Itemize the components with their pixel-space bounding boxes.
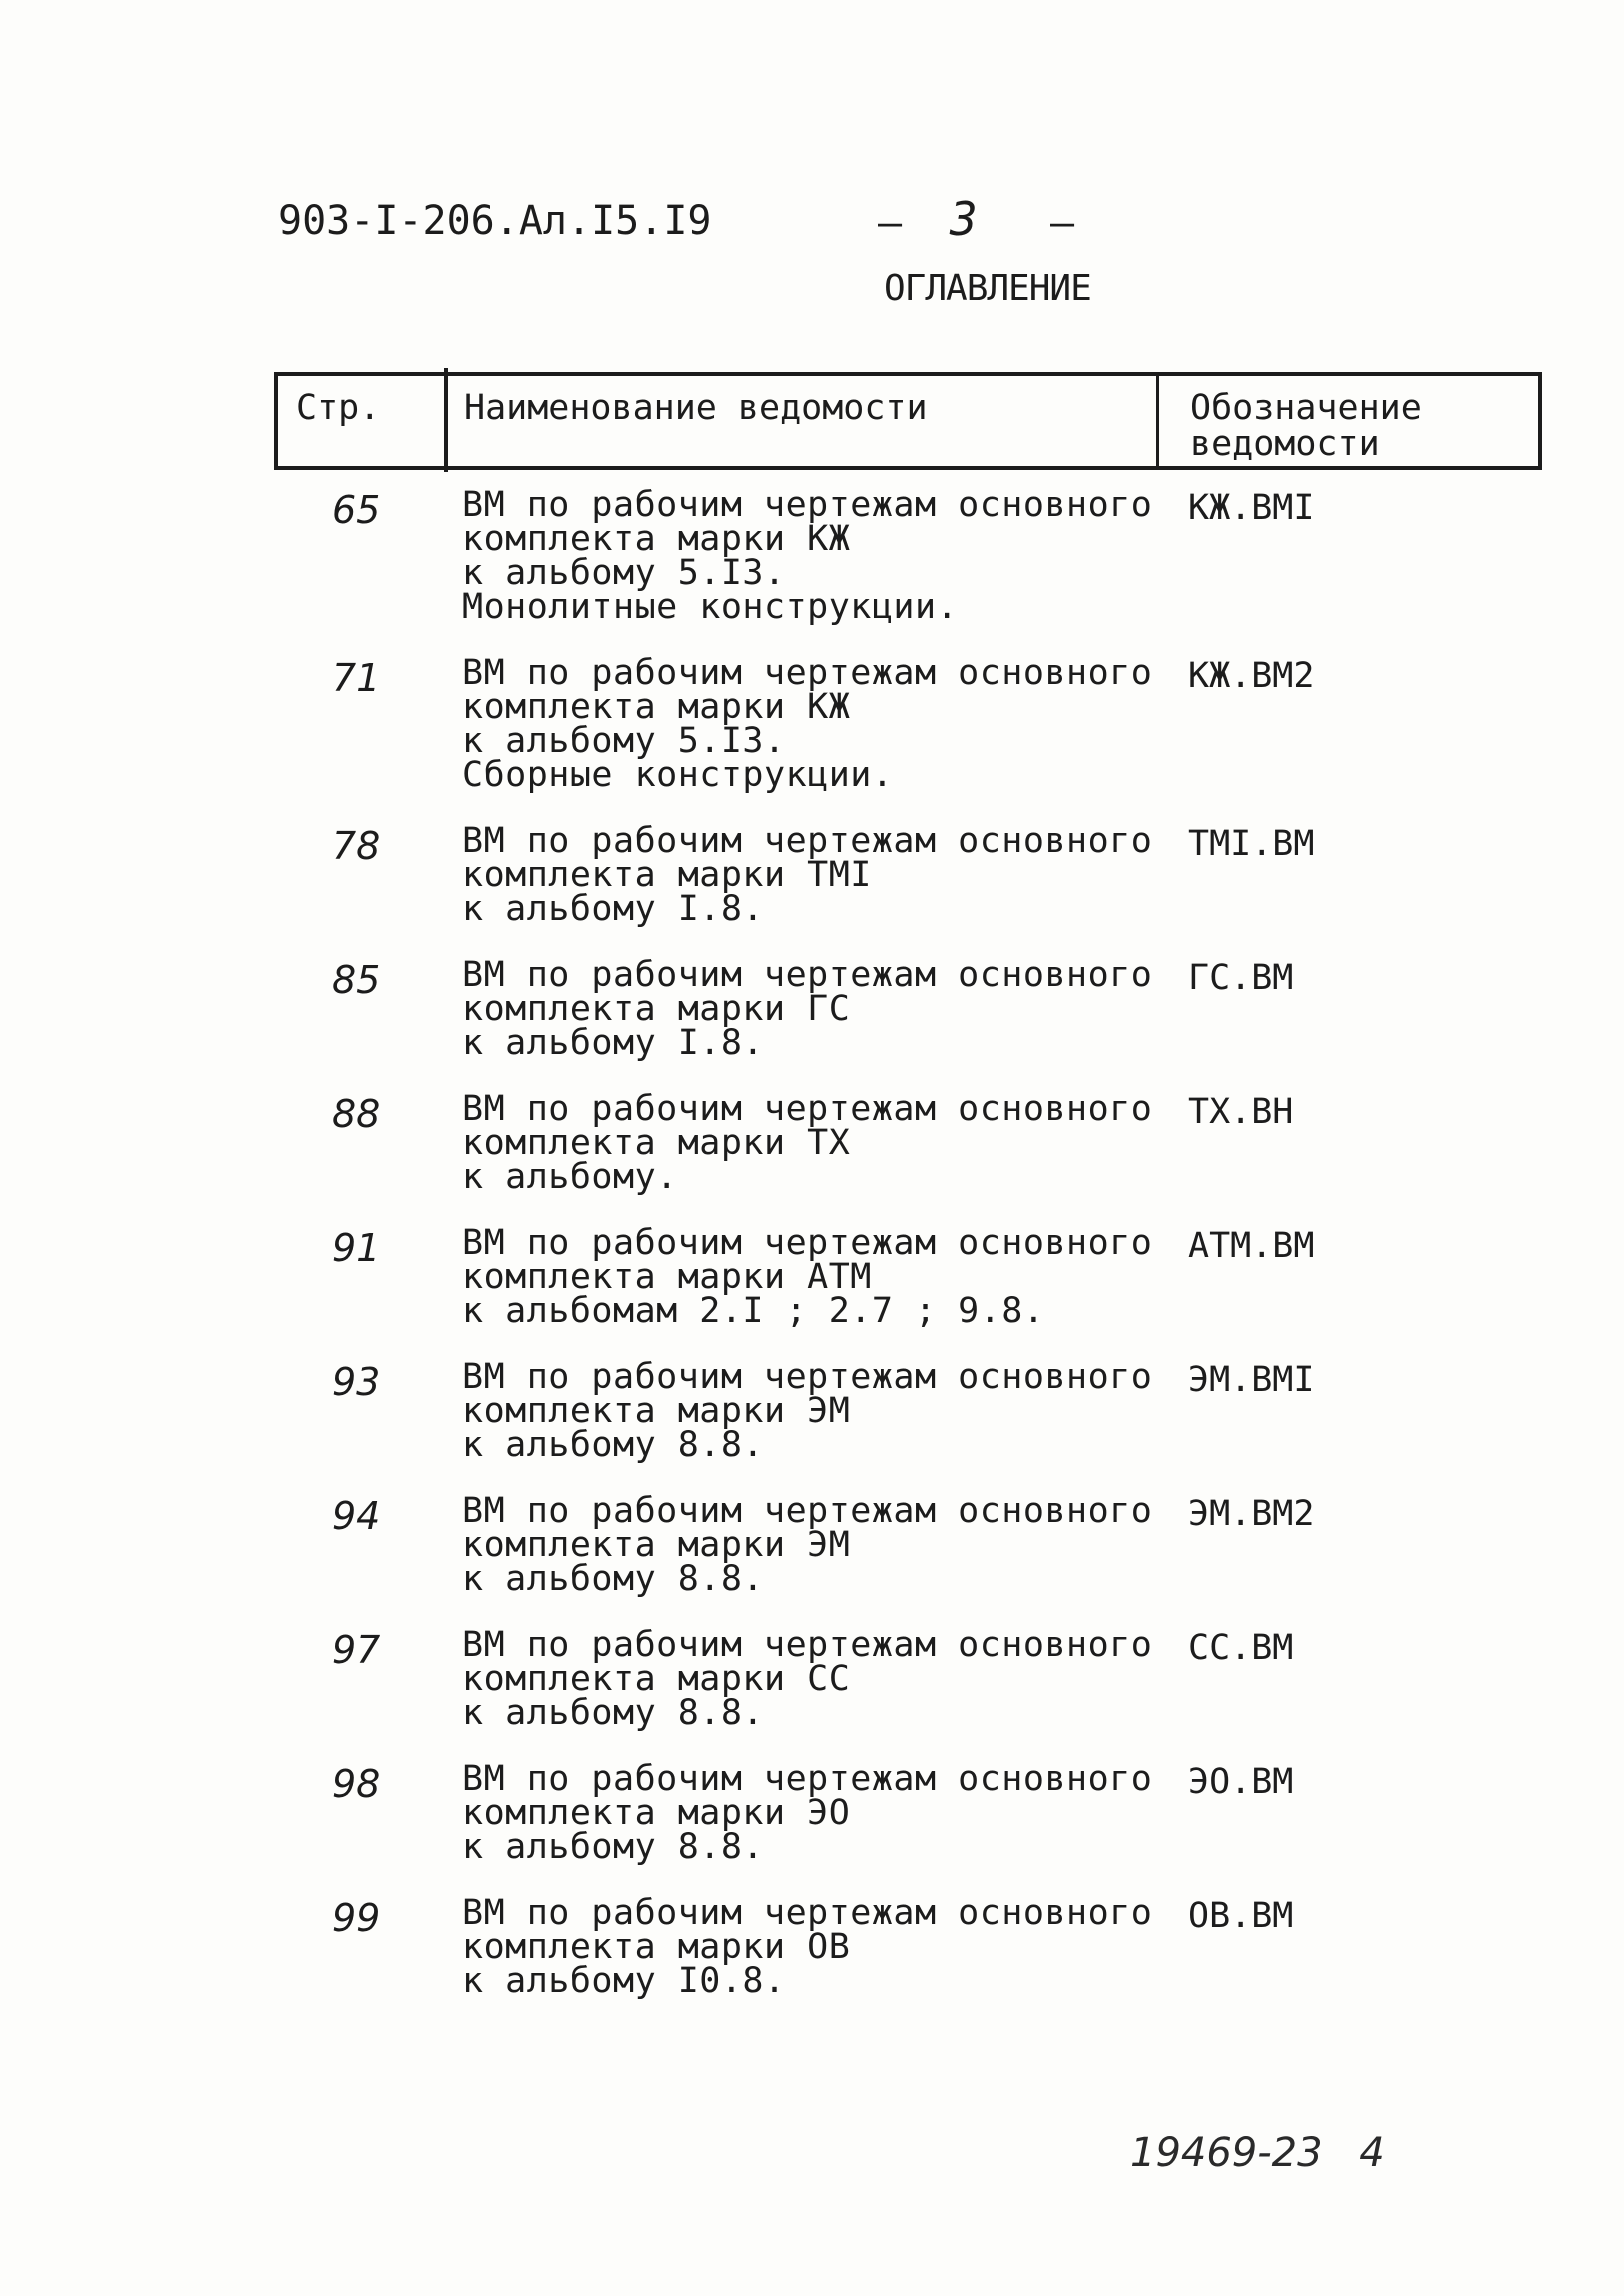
row-name-line: к альбому I.8. (462, 1023, 765, 1063)
row-name-line: ВМ по рабочим чертежам основного (462, 1491, 1153, 1531)
row-name (462, 1223, 1153, 1331)
row-page-number: 65 (332, 488, 381, 532)
row-name-line: комплекта марки ТМI (462, 855, 872, 895)
table-header-bottom-border (274, 466, 1542, 470)
row-name-line: комплекта марки ЭО (462, 1793, 851, 1833)
row-page-number: 85 (332, 958, 381, 1002)
row-name-line: комплекта марки ГС (462, 989, 851, 1029)
row-name (462, 485, 1153, 627)
row-name-line: комплекта марки АТМ (462, 1257, 872, 1297)
table-left-border (274, 372, 278, 470)
column-header-page: Стр. (296, 388, 381, 428)
row-name-line: комплекта марки КЖ (462, 687, 851, 727)
row-code: ЭМ.ВМI (1188, 1360, 1315, 1400)
row-name-line: ВМ по рабочим чертежам основного (462, 1357, 1153, 1397)
row-name-line: комплекта марки СС (462, 1659, 851, 1699)
row-name-line: комплекта марки ТХ (462, 1123, 851, 1163)
column-header-code-line-1: Обозначение (1190, 388, 1422, 428)
row-name-line: ВМ по рабочим чертежам основного (462, 1223, 1153, 1263)
table-col-divider-1 (444, 368, 448, 472)
row-code: СС.ВМ (1188, 1628, 1294, 1668)
table-col-divider-2 (1156, 376, 1159, 470)
document-code: 903-I-206.Ал.I5.I9 (278, 198, 712, 244)
row-name-line: к альбому I0.8. (462, 1961, 786, 2001)
row-name-line: к альбому 5.I3. (462, 553, 786, 593)
row-page-number: 98 (332, 1762, 381, 1806)
row-name (462, 1893, 1153, 2001)
row-name (462, 1491, 1153, 1599)
row-page-number: 93 (332, 1360, 381, 1404)
column-header-name: Наименование ведомости (464, 388, 928, 428)
row-name-line: к альбому I.8. (462, 889, 765, 929)
row-page-number: 94 (332, 1494, 381, 1538)
row-code: КЖ.ВМI (1188, 488, 1315, 528)
row-name-line: комплекта марки КЖ (462, 519, 851, 559)
row-name-line: к альбому 8.8. (462, 1693, 765, 1733)
handwritten-note (1130, 2130, 1385, 2176)
row-name-line: ВМ по рабочим чертежам основного (462, 821, 1153, 861)
row-name (462, 1357, 1153, 1465)
page-number-dash-left: – (878, 200, 903, 246)
row-name-line: к альбому 8.8. (462, 1425, 765, 1465)
row-code: ЭО.ВМ (1188, 1762, 1294, 1802)
row-code: ОВ.ВМ (1188, 1896, 1294, 1936)
row-code: ТМI.ВМ (1188, 824, 1315, 864)
row-name-line: к альбому 8.8. (462, 1827, 765, 1867)
row-name-line: ВМ по рабочим чертежам основного (462, 1625, 1153, 1665)
row-name-line: ВМ по рабочим чертежам основного (462, 1089, 1153, 1129)
row-page-number: 91 (332, 1226, 381, 1270)
handwritten-page: 4 (1359, 2130, 1385, 2176)
row-code: КЖ.ВМ2 (1188, 656, 1315, 696)
row-name-line: комплекта марки ОВ (462, 1927, 851, 1967)
row-name (462, 653, 1153, 795)
row-name-line: ВМ по рабочим чертежам основного (462, 485, 1153, 525)
row-name-line: к альбому 5.I3. (462, 721, 786, 761)
row-name (462, 821, 1153, 929)
row-name (462, 1759, 1153, 1867)
row-code: АТМ.ВМ (1188, 1226, 1315, 1266)
row-name-line: к альбому 8.8. (462, 1559, 765, 1599)
toc-title: ОГЛАВЛЕНИЕ (884, 268, 1091, 309)
column-header-code (1190, 390, 1422, 462)
row-name-line: комплекта марки ЭМ (462, 1391, 851, 1431)
row-page-number: 78 (332, 824, 381, 868)
row-name (462, 1089, 1153, 1197)
row-page-number: 88 (332, 1092, 381, 1136)
row-page-number: 71 (332, 656, 381, 700)
page-number: 3 (950, 192, 978, 246)
row-name-line: к альбомам 2.I ; 2.7 ; 9.8. (462, 1291, 1045, 1331)
row-name-line: комплекта марки ЭМ (462, 1525, 851, 1565)
row-page-number: 99 (332, 1896, 381, 1940)
row-name (462, 955, 1153, 1063)
row-code: ГС.ВМ (1188, 958, 1294, 998)
handwritten-number: 19469-23 (1130, 2130, 1323, 2176)
row-name-line: Монолитные конструкции. (462, 587, 959, 627)
row-name-line: ВМ по рабочим чертежам основного (462, 653, 1153, 693)
row-name-line: ВМ по рабочим чертежам основного (462, 1893, 1153, 1933)
row-page-number: 97 (332, 1628, 381, 1672)
row-name-line: к альбому. (462, 1157, 678, 1197)
page-number-dash-right: – (1050, 200, 1075, 246)
row-code: ТХ.ВН (1188, 1092, 1294, 1132)
table-top-border (274, 372, 1542, 376)
row-code: ЭМ.ВМ2 (1188, 1494, 1315, 1534)
table-right-border (1538, 376, 1542, 470)
column-header-code-line-2: ведомости (1190, 424, 1380, 464)
row-name-line: Сборные конструкции. (462, 755, 894, 795)
row-name (462, 1625, 1153, 1733)
row-name-line: ВМ по рабочим чертежам основного (462, 1759, 1153, 1799)
row-name-line: ВМ по рабочим чертежам основного (462, 955, 1153, 995)
